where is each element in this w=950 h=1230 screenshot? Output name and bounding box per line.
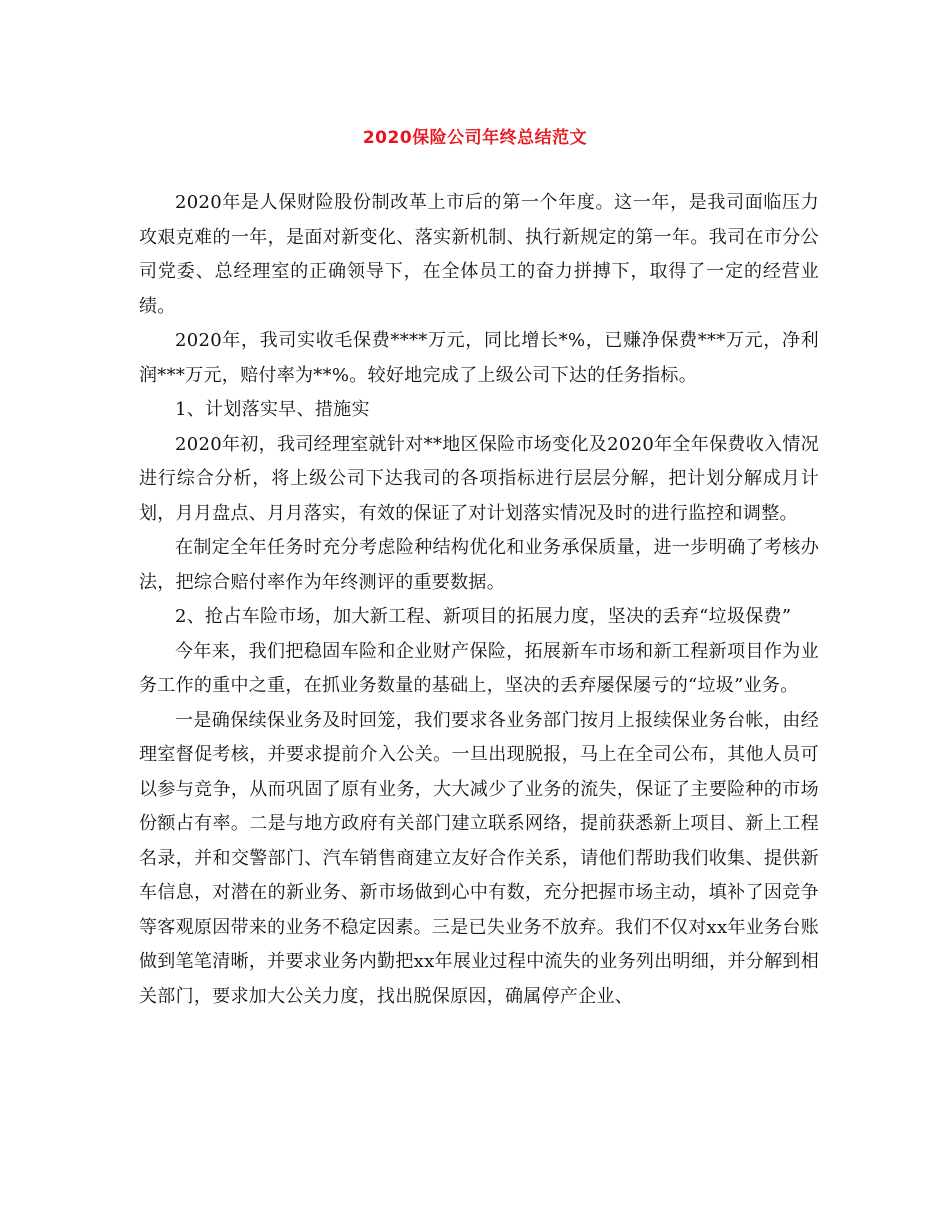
paragraph-results: 2020年，我司实收毛保费****万元，同比增长*%，已赚净保费***万元，净利润***万元，赔付率为**%。较好地完成了上级公司下达的任务指标。 [139, 330, 819, 386]
paragraph-market: 今年来，我们把稳固车险和企业财产保险，拓展新车市场和新工程新项目作为业务工作的重中之重，在抓业务数量的基础上，坚决的丢弃屡保屡亏的“垃圾”业务。 [139, 640, 819, 696]
paragraph-planning: 2020年初，我司经理室就针对**地区保险市场变化及2020年全年保费收入情况进行综合分析，将上级公司下达我司的各项指标进行层层分解，把计划分解成月计划，月月盘点、月月落实，有效的保证了对计划落实情况及时的进行监控和调整。 [139, 433, 819, 524]
document-body [139, 186, 819, 1014]
section-heading-1: 1、计划落实早、措施实 [175, 399, 370, 420]
paragraph-assessment: 在制定全年任务时充分考虑险种结构优化和业务承保质量，进一步明确了考核办法，把综合赔付率作为年终测评的重要数据。 [139, 537, 819, 593]
document-title: 2020保险公司年终总结范文 [362, 128, 588, 148]
paragraph-intro: 2020年是人保财险股份制改革上市后的第一个年度。这一年，是我司面临压力攻艰克难的一年，是面对新变化、落实新机制、执行新规定的第一年。我司在市分公司党委、总经理室的正确领导下，在全体员工的奋力拼搏下，取得了一定的经营业绩。 [139, 192, 819, 317]
paragraph-measures: 一是确保续保业务及时回笼，我们要求各业务部门按月上报续保业务台帐，由经理室督促考核，并要求提前介入公关。一旦出现脱报，马上在全司公布，其他人员可以参与竞争，从而巩固了原有业务，大大减少了业务的流失，保证了主要险种的市场份额占有率。二是与地方政府有关部门建立联系网络，提前获悉新上项目、新上工程名录，并和交警部门、汽车销售商建立友好合作关系，请他们帮助我们收集、提供新车信息，对潜在的新业务、新市场做到心中有数，充分把握市场主动，填补了因竞争等客观原因带来的业务不稳定因素。三是已失业务不放弃。我们不仅对xx年业务台账做到笔笔清晰，并要求业务内勤把xx年展业过程中流失的业务列出明细，并分解到相关部门，要求加大公关力度，找出脱保原因，确属停产企业、 [139, 709, 819, 1007]
section-heading-2: 2、抢占车险市场，加大新工程、新项目的拓展力度，坚决的丢弃“垃圾保费” [175, 606, 792, 627]
